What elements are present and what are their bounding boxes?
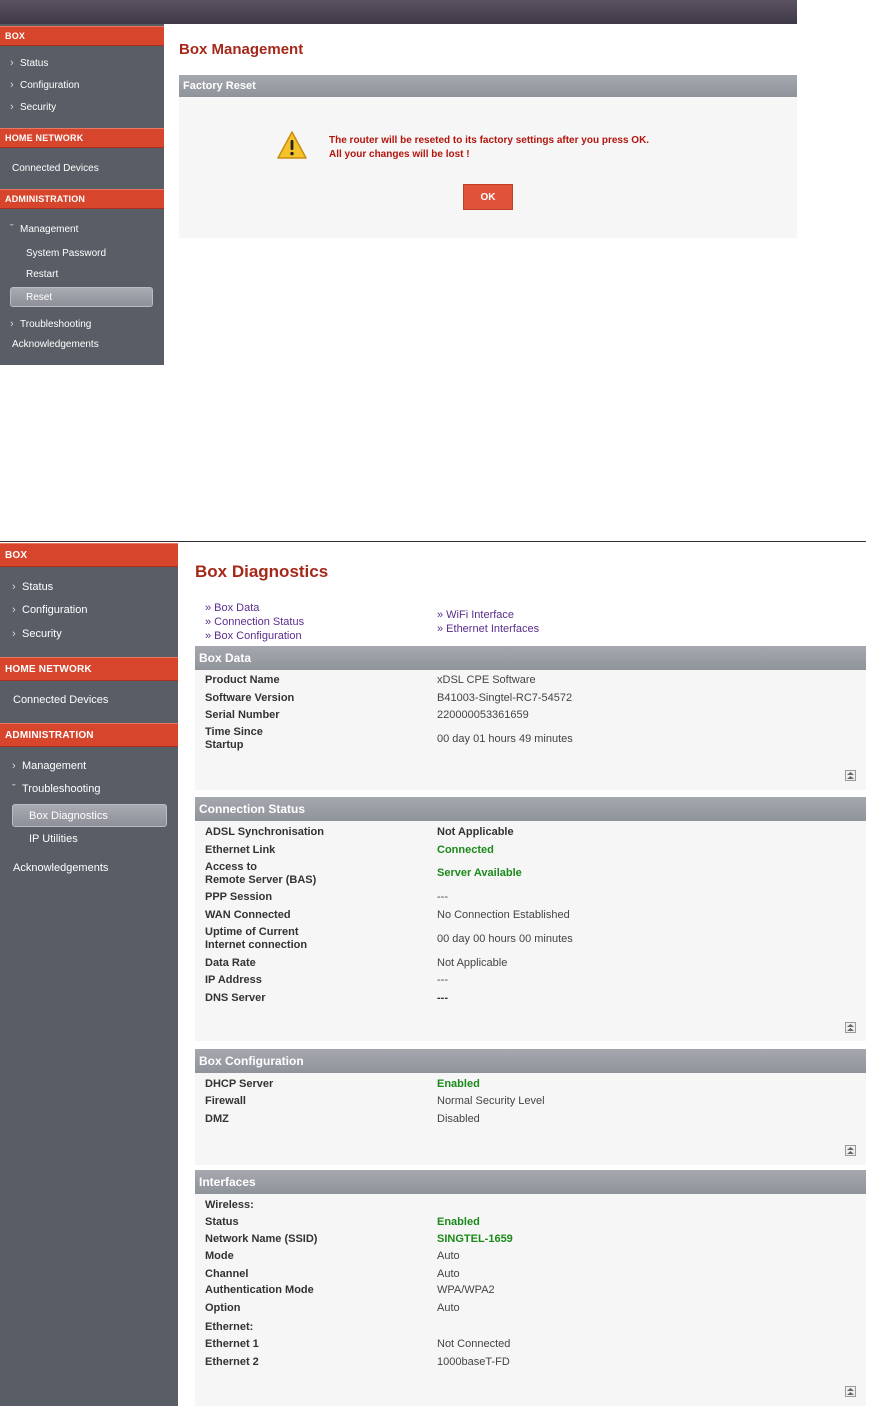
screenshot-box-diagnostics <box>0 541 866 1406</box>
chevron-right-icon: › <box>12 628 16 640</box>
sidebar-item-label: Status <box>20 57 49 69</box>
warning-message-line2: All your changes will be lost ! <box>329 149 470 160</box>
row-label: Status <box>205 1216 239 1228</box>
sidebar-item-troubleshooting[interactable] <box>12 783 100 795</box>
sidebar-item-management[interactable] <box>10 223 78 235</box>
row-label: Data Rate <box>205 957 256 969</box>
chevron-right-icon: › <box>12 760 16 772</box>
page-title: Box Diagnostics <box>195 562 329 581</box>
row-value: Not Applicable <box>437 826 514 838</box>
sidebar-item-label: Management <box>20 223 79 235</box>
sidebar-item-label: Restart <box>26 269 59 280</box>
row-value: No Connection Established <box>437 909 570 921</box>
section-box-configuration <box>195 1073 866 1165</box>
chevron-right-icon: › <box>10 79 14 91</box>
row-label: Ethernet 2 <box>205 1356 259 1368</box>
top-border <box>0 541 866 542</box>
row-value: --- <box>437 891 448 903</box>
back-to-top-icon[interactable] <box>845 1145 856 1156</box>
sidebar-item-label: Status <box>22 581 54 593</box>
row-label: DHCP Server <box>205 1078 274 1090</box>
row-value: Auto <box>437 1268 460 1280</box>
row-value: WPA/WPA2 <box>437 1284 495 1296</box>
sidebar-item-label: Reset <box>26 291 53 303</box>
section-header-interfaces: Interfaces <box>195 1170 866 1194</box>
panel-header-factory-reset: Factory Reset <box>179 75 797 97</box>
row-label: Product Name <box>205 674 280 686</box>
chevron-down-icon: ˇ <box>10 223 14 235</box>
page-title: Box Management <box>179 41 304 58</box>
sidebar-item-box-diagnostics[interactable] <box>12 804 167 827</box>
row-value: 220000053361659 <box>437 709 529 721</box>
row-value: 1000baseT-FD <box>437 1356 510 1368</box>
sidebar-item-status[interactable] <box>12 581 53 593</box>
sidebar-item-acknowledgements[interactable] <box>13 862 108 874</box>
chevron-down-icon: ˇ <box>12 783 16 795</box>
row-label: Wireless: <box>205 1199 254 1211</box>
row-label: DNS Server <box>205 992 266 1004</box>
row-value: Not Applicable <box>437 957 508 969</box>
sidebar-item-label: Configuration <box>22 604 88 616</box>
screenshot-box-management <box>0 0 797 365</box>
warning-message-line1: The router will be reseted to its factory settings after you press OK. <box>329 135 650 146</box>
row-label: Option <box>205 1302 241 1314</box>
sidebar-item-connected-devices[interactable] <box>12 163 99 174</box>
row-label: IP Address <box>205 974 262 986</box>
sidebar-item-label: Security <box>20 101 57 113</box>
sidebar-item-label: Connected Devices <box>12 163 99 174</box>
row-label: Time Since Startup <box>205 726 263 751</box>
row-value: Connected <box>437 844 494 856</box>
link-ethernet-interfaces[interactable]: » Ethernet Interfaces <box>437 623 540 635</box>
warning-icon <box>276 130 308 160</box>
row-label: Serial Number <box>205 709 280 721</box>
row-label: Access to Remote Server (BAS) <box>205 861 317 886</box>
row-value: Auto <box>437 1250 460 1262</box>
link-connection-status[interactable]: » Connection Status <box>205 616 305 628</box>
row-value: 00 day 00 hours 00 minutes <box>437 933 573 945</box>
row-label: PPP Session <box>205 891 273 903</box>
sidebar-item-label: Management <box>22 760 87 772</box>
sidebar-item-security[interactable] <box>10 101 56 113</box>
sidebar-header-home-network: HOME NETWORK <box>0 128 164 148</box>
row-value: --- <box>437 974 448 986</box>
sidebar-item-management[interactable] <box>12 760 86 772</box>
row-label: Software Version <box>205 692 295 704</box>
chevron-right-icon: › <box>12 604 16 616</box>
row-value: Auto <box>437 1302 460 1314</box>
row-label: Mode <box>205 1250 234 1262</box>
sidebar-item-label: Connected Devices <box>13 694 109 706</box>
row-value: Not Connected <box>437 1338 511 1350</box>
sidebar-item-label: Box Diagnostics <box>29 809 108 822</box>
row-label: ADSL Synchronisation <box>205 826 324 838</box>
row-value: Enabled <box>437 1216 480 1228</box>
row-value: Disabled <box>437 1113 480 1125</box>
link-box-data[interactable]: » Box Data <box>205 602 260 614</box>
row-label: Firewall <box>205 1095 246 1107</box>
row-value: Enabled <box>437 1078 480 1090</box>
row-label: Uptime of Current Internet connection <box>205 926 308 951</box>
chevron-right-icon: › <box>10 318 14 330</box>
sidebar-item-label: System Password <box>26 248 107 259</box>
sidebar-item-ip-utilities[interactable] <box>29 833 78 845</box>
row-label: Ethernet 1 <box>205 1338 259 1350</box>
section-connection-status <box>195 821 866 1041</box>
row-label: DMZ <box>205 1113 229 1125</box>
back-to-top-icon[interactable] <box>845 1022 856 1033</box>
sidebar-item-reset[interactable] <box>10 287 153 307</box>
sidebar-item-system-password[interactable] <box>26 248 106 259</box>
sidebar-item-troubleshooting[interactable] <box>10 318 91 330</box>
ok-button[interactable]: OK <box>463 184 513 210</box>
sidebar-item-configuration[interactable] <box>12 604 87 616</box>
row-value: Normal Security Level <box>437 1095 545 1107</box>
sidebar-item-label: Security <box>22 628 62 640</box>
row-value: xDSL CPE Software <box>437 674 536 686</box>
sidebar <box>0 543 178 1406</box>
chevron-right-icon: › <box>12 581 16 593</box>
link-wifi-interface[interactable]: » WiFi Interface <box>437 609 515 621</box>
sidebar-item-label: Troubleshooting <box>22 783 101 795</box>
chevron-right-icon: › <box>10 101 14 113</box>
sidebar-item-label: Troubleshooting <box>20 318 92 330</box>
section-header-connection-status: Connection Status <box>195 797 866 821</box>
sidebar-item-label: IP Utilities <box>29 833 78 845</box>
row-value: SINGTEL-1659 <box>437 1233 513 1245</box>
sidebar-item-acknowledgements[interactable] <box>12 339 99 350</box>
panel-factory-reset <box>179 97 797 238</box>
sidebar-header-home-network: HOME NETWORK <box>0 657 178 681</box>
sidebar-item-status[interactable] <box>10 57 48 69</box>
sidebar-item-label: Configuration <box>20 79 80 91</box>
section-header-box-configuration: Box Configuration <box>195 1049 866 1073</box>
sidebar-item-label: Acknowledgements <box>13 862 109 874</box>
row-label: Ethernet: <box>205 1321 254 1333</box>
sidebar-item-label: Acknowledgements <box>12 339 99 350</box>
row-value: B41003-Singtel-RC7-54572 <box>437 692 573 704</box>
sidebar-header-box: BOX <box>0 26 164 46</box>
sidebar-header-administration: ADMINISTRATION <box>0 723 178 747</box>
section-interfaces <box>195 1194 866 1406</box>
row-label: Authentication Mode <box>205 1284 314 1296</box>
top-banner <box>0 0 797 24</box>
row-label: WAN Connected <box>205 909 291 921</box>
chevron-right-icon: › <box>10 57 14 69</box>
sidebar-item-configuration[interactable] <box>10 79 79 91</box>
sidebar-item-restart[interactable] <box>26 269 58 280</box>
back-to-top-icon[interactable] <box>845 1386 856 1397</box>
row-label: Channel <box>205 1268 249 1280</box>
row-value: --- <box>437 992 448 1004</box>
row-value: Server Available <box>437 867 522 879</box>
back-to-top-icon[interactable] <box>845 770 856 781</box>
sidebar-item-connected-devices[interactable] <box>13 694 108 706</box>
section-header-box-data: Box Data <box>195 646 866 670</box>
sidebar-header-box: BOX <box>0 543 178 567</box>
sidebar-header-administration: ADMINISTRATION <box>0 189 164 209</box>
row-value: 00 day 01 hours 49 minutes <box>437 733 573 745</box>
link-box-configuration[interactable]: » Box Configuration <box>205 630 302 642</box>
row-label: Network Name (SSID) <box>205 1233 318 1245</box>
sidebar <box>0 24 164 365</box>
section-box-data <box>195 670 866 790</box>
sidebar-item-security[interactable] <box>12 628 62 640</box>
row-label: Ethernet Link <box>205 844 276 856</box>
